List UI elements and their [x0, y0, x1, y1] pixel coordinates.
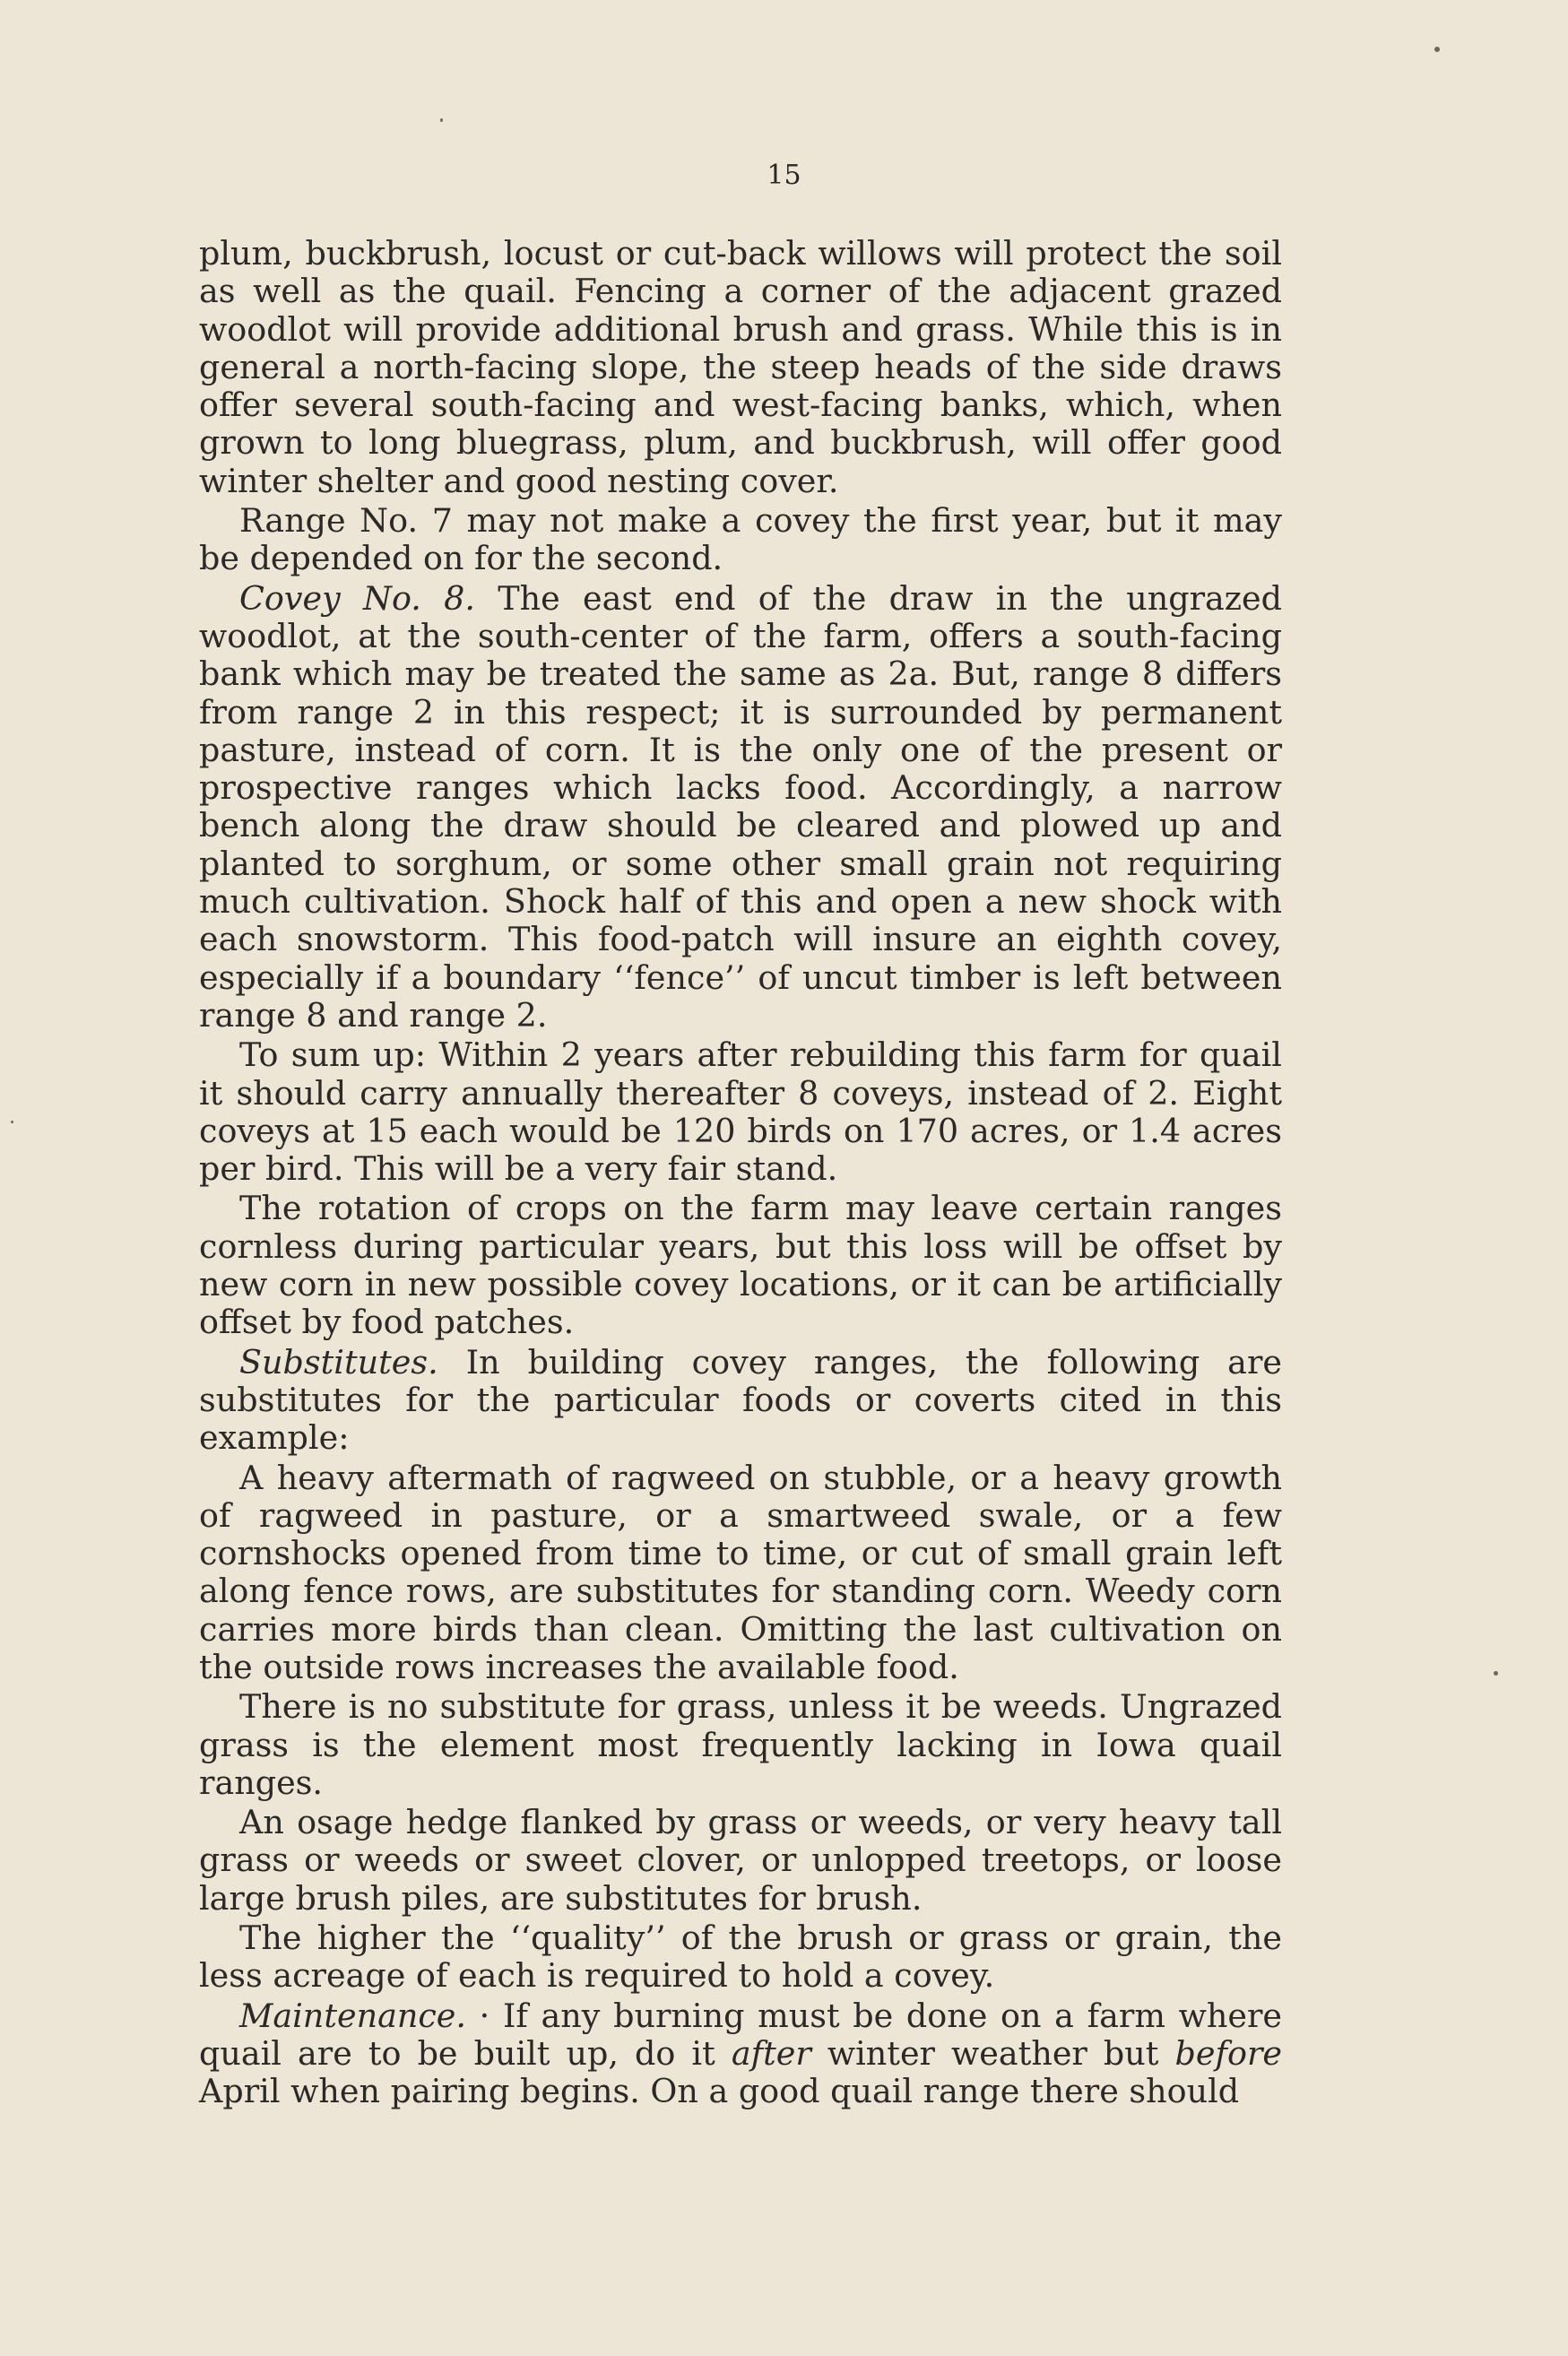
paragraph-text: winter weather but	[810, 2033, 1175, 2073]
emphasis-before: before	[1174, 2033, 1283, 2073]
section-lead-maintenance: Maintenance.	[239, 1996, 467, 2035]
paragraph-text: Range No. 7 may not make a covey the first year, but it may be depended on for the second.	[199, 501, 1282, 578]
paper-speck	[11, 1121, 13, 1123]
page-number: 15	[767, 160, 801, 191]
paper-speck	[440, 118, 443, 122]
paragraph-text: The east end of the draw in the ungrazed woodlot, at the south-center of the farm, offers a south-facing bank which may be treated the same as 2a. But, range 8 differs from range 2 in this respect; it is surrounded by permanent pasture, instead of corn. It is the only one of the present or prospective ranges which lacks food. Accordingly, a narrow bench along the draw should be cleared and plowed up and planted to sorghum, or some other small grain not requiring much cultivation. Shock half of this and open a new shock with each snowstorm. This food-patch will insure an eighth covey, especially if a boundary ‘‘fence’’ of uncut timber is left between range 8 and range 2.	[199, 578, 1282, 1035]
paragraph-text: plum, buckbrush, locust or cut-back willows will protect the soil as well as the quail. Fencing a corner of the adjacent grazed woodlot will provide additional brush and grass. While this is in general a north-facing slope, the steep heads of the side draws offer several south-facing and west-facing banks, which, when grown to long bluegrass, plum, and buckbrush, will offer good winter shelter and good nesting cover.	[199, 234, 1282, 500]
paragraph-rotation	[199, 1190, 1282, 1341]
paragraph-quality	[199, 1919, 1282, 1996]
paragraph-text: An osage hedge flanked by grass or weeds, or very heavy tall grass or weeds or sweet clover, or unlopped treetops, or loose large brush piles, are substitutes for brush.	[199, 1803, 1282, 1918]
paragraph-grass	[199, 1688, 1282, 1802]
paragraph-covey-8	[199, 580, 1282, 1035]
paragraph-continuation	[199, 235, 1282, 500]
paper-speck	[1434, 47, 1440, 52]
paragraph-text: In building covey ranges, the following are substitutes for the particular foods or coverts cited in this example:	[199, 1342, 1282, 1458]
paragraph-text: There is no substitute for grass, unless it be weeds. Ungrazed grass is the element most frequently lacking in Iowa quail ranges.	[199, 1687, 1282, 1802]
paragraph-range-7	[199, 502, 1282, 578]
paragraph-text: A heavy aftermath of ragweed on stubble, or a heavy growth of ragweed in pasture, or a smartweed swale, or a few cornshocks opened from time to time, or cut of small grain left along fence rows, are substitutes for standing corn. Weedy corn carries more birds than clean. Omitting the last cultivation on the outside rows increases the available food.	[199, 1458, 1282, 1686]
paragraph-text: · If any burning must be done on a farm where quail are to be built up, do it	[199, 1996, 1282, 2073]
paragraph-text: The higher the ‘‘quality’’ of the brush or grass or grain, the less acreage of each is required to hold a covey.	[199, 1919, 1282, 1996]
paper-speck	[1494, 1671, 1498, 1676]
body-text	[199, 235, 1282, 2113]
paragraph-text: April when pairing begins. On a good quail range there should	[199, 2072, 1240, 2111]
section-lead-substitutes: Substitutes.	[239, 1342, 438, 1382]
paragraph-ragweed	[199, 1460, 1282, 1687]
paragraph-brush	[199, 1804, 1282, 1918]
paragraph-text: To sum up: Within 2 years after rebuilding this farm for quail it should carry annually thereafter 8 coveys, instead of 2. Eight coveys at 15 each would be 120 birds on 170 acres, or 1.4 acres per bird. This will be a very fair stand.	[199, 1035, 1282, 1189]
paragraph-substitutes	[199, 1344, 1282, 1458]
emphasis-after: after	[731, 2033, 811, 2073]
paragraph-maintenance	[199, 1997, 1282, 2111]
paragraph-text: The rotation of crops on the farm may leave certain ranges cornless during particular years, but this loss will be offset by new corn in new possible covey locations, or it can be artificially offset by food patches.	[199, 1189, 1282, 1342]
paragraph-sum-up	[199, 1036, 1282, 1188]
section-lead-covey-8: Covey No. 8.	[239, 578, 475, 618]
